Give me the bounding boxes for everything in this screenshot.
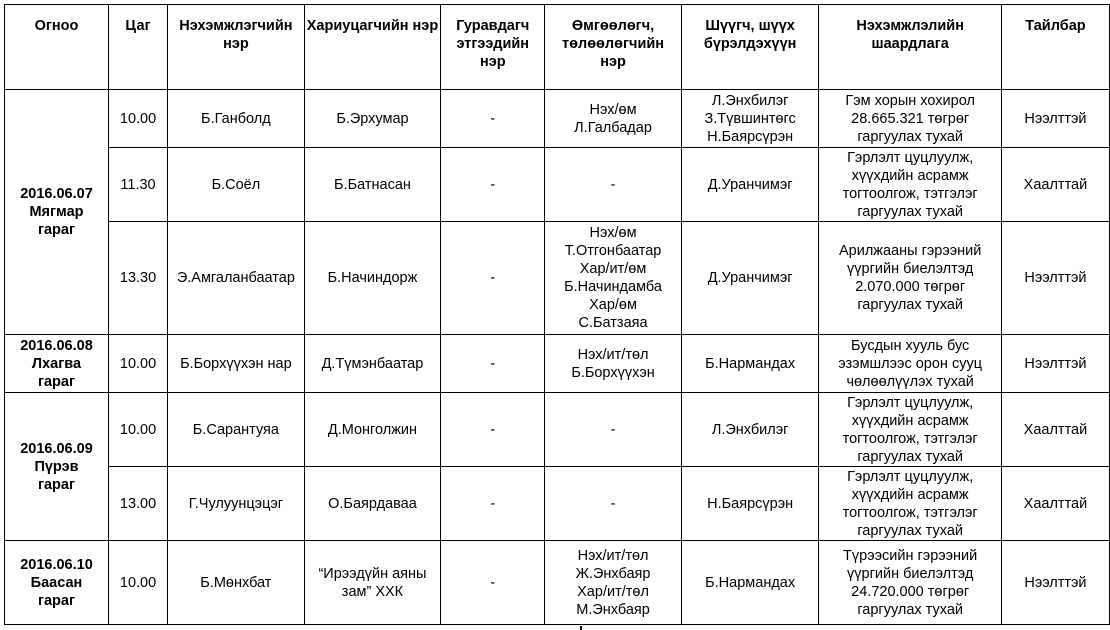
- claim-cell: [819, 148, 1001, 222]
- table-row: [5, 222, 1110, 335]
- header-defendant: Хариуцагчийн нэр: [304, 5, 441, 90]
- claim-cell: [819, 541, 1001, 625]
- plaintiff-cell: Б.Сарантуяа: [168, 393, 305, 467]
- claim-line: хүүхдийн асрамж: [851, 412, 969, 429]
- lawyer-line: Хар/өм: [589, 297, 637, 313]
- date-cell: [5, 541, 109, 625]
- claim-line: гаргуулах тухай: [857, 297, 963, 313]
- third-party-cell: -: [441, 148, 545, 222]
- plaintiff-cell: Б.Ганболд: [168, 90, 305, 148]
- time-cell: 10.00: [108, 335, 167, 393]
- lawyer-line: Б.Борхүүхэн: [571, 364, 655, 381]
- date-cell: [5, 393, 109, 541]
- lawyer-line: Нэх/өм: [589, 101, 637, 118]
- claim-cell: [819, 393, 1001, 467]
- third-party-cell: -: [441, 393, 545, 467]
- table-row: [5, 335, 1110, 393]
- date-date: 2016.06.07: [20, 186, 93, 202]
- judge-line: Д.Уранчимэг: [707, 176, 793, 193]
- time-cell: 13.00: [108, 467, 167, 541]
- lawyer-line: -: [610, 176, 616, 193]
- date-cell: [5, 90, 109, 335]
- claim-line: 24.720.000 төгрөг: [851, 583, 970, 600]
- note-cell: Нээлттэй: [1001, 541, 1109, 625]
- third-party-cell: -: [441, 222, 545, 335]
- note-cell: Нээлттэй: [1001, 335, 1109, 393]
- claim-line: Гэм хорын хохирол: [845, 92, 975, 109]
- header-date: Огноо: [5, 5, 109, 90]
- judge-line: Б.Нармандах: [705, 355, 796, 372]
- claim-line: гаргуулах тухай: [857, 601, 963, 618]
- lawyer-cell: [545, 222, 682, 335]
- plaintiff-cell: Г.Чулуунцэцэг: [168, 467, 305, 541]
- defendant-cell: Б.Начиндорж: [304, 222, 441, 335]
- claim-line: хүүхдийн асрамж: [851, 167, 969, 184]
- judge-cell: [681, 335, 819, 393]
- judge-line: Д.Уранчимэг: [707, 270, 793, 286]
- date-date: 2016.06.10: [20, 556, 93, 573]
- claim-cell: [819, 90, 1001, 148]
- lawyer-line: Нэх/ит/төл: [577, 547, 649, 564]
- claim-line: Гэрлэлт цуцлуулж,: [847, 394, 974, 411]
- plaintiff-cell: Б.Мөнхбат: [168, 541, 305, 625]
- defendant-cell: Д.Түмэнбаатар: [304, 335, 441, 393]
- date-date: 2016.06.08: [20, 337, 93, 354]
- claim-line: гаргуулах тухай: [857, 128, 963, 145]
- lawyer-cell: [545, 467, 682, 541]
- table-row: [5, 541, 1110, 625]
- date-weekday2: гараг: [37, 373, 76, 390]
- claim-line: тогтоолгож, тэтгэлэг: [842, 185, 978, 202]
- judge-cell: [681, 541, 819, 625]
- claim-line: гаргуулах тухай: [857, 522, 963, 539]
- lawyer-line: Хар/ит/өм: [579, 261, 647, 277]
- lawyer-cell: [545, 148, 682, 222]
- date-date: 2016.06.09: [20, 440, 93, 457]
- header-judge: Шүүгч, шүүх бүрэлдэхүүн: [681, 5, 819, 90]
- lawyer-cell: [545, 335, 682, 393]
- defendant-cell: Б.Батнасан: [304, 148, 441, 222]
- table-row: [5, 393, 1110, 467]
- judge-line: З.Түвшинтөгс: [704, 110, 796, 127]
- claim-line: гаргуулах тухай: [857, 448, 963, 465]
- lawyer-line: Т.Отгонбаатар: [564, 243, 662, 259]
- claim-line: эзэмшлээс орон сууц: [838, 355, 983, 372]
- lawyer-cell: [545, 541, 682, 625]
- lawyer-line: -: [610, 495, 616, 512]
- judge-cell: [681, 393, 819, 467]
- header-time: Цаг: [108, 5, 167, 90]
- date-weekday: Баасан: [30, 574, 83, 591]
- lawyer-line: С.Батзаяа: [578, 315, 648, 331]
- claim-line: тогтоолгож, тэтгэлэг: [842, 504, 978, 521]
- judge-line: Н.Баярсүрэн: [707, 495, 794, 512]
- claim-line: Түрээсийн гэрээний: [843, 547, 978, 564]
- header-third-party: Гуравдагч этгээдийн нэр: [441, 5, 545, 90]
- court-schedule-table: [4, 4, 1110, 625]
- claim-line: үүргийн биелэлтэд: [847, 261, 974, 277]
- plaintiff-cell: Б.Борхүүхэн нар: [168, 335, 305, 393]
- lawyer-cell: [545, 90, 682, 148]
- lawyer-line: Б.Начиндамба: [564, 279, 662, 295]
- judge-cell: [681, 222, 819, 335]
- defendant-cell: О.Баярдаваа: [304, 467, 441, 541]
- header-claim: Нэхэмжлэлийн шаардлага: [819, 5, 1001, 90]
- lawyer-line: Л.Галбадар: [574, 119, 652, 136]
- date-cell: [5, 335, 109, 393]
- judge-line: Л.Энхбилэг: [711, 92, 789, 109]
- lawyer-cell: [545, 393, 682, 467]
- claim-cell: [819, 335, 1001, 393]
- claim-cell: [819, 222, 1001, 335]
- note-cell: Нээлттэй: [1001, 90, 1109, 148]
- claim-line: Бусдын хууль бус: [851, 337, 970, 354]
- judge-cell: [681, 90, 819, 148]
- time-cell: 10.00: [108, 90, 167, 148]
- claim-line: Гэрлэлт цуцлуулж,: [847, 468, 974, 485]
- judge-line: Н.Баярсүрэн: [707, 128, 794, 145]
- page-mark: [580, 626, 582, 630]
- note-cell: Хаалттай: [1001, 467, 1109, 541]
- schedule-body: [5, 90, 1110, 625]
- lawyer-line: М.Энхбаяр: [576, 601, 650, 618]
- third-party-cell: -: [441, 541, 545, 625]
- header-row: [5, 5, 1110, 90]
- claim-line: Гэрлэлт цуцлуулж,: [847, 149, 974, 166]
- table-row: [5, 148, 1110, 222]
- note-cell: Хаалттай: [1001, 393, 1109, 467]
- claim-line: 2.070.000 төгрөг: [855, 279, 966, 295]
- header-lawyer: Өмгөөлөгч, төлөөлөгчийн нэр: [545, 5, 682, 90]
- table-row: [5, 467, 1110, 541]
- date-weekday: Пүрэв: [34, 458, 79, 475]
- lawyer-line: -: [610, 421, 616, 438]
- third-party-cell: -: [441, 335, 545, 393]
- lawyer-line: Хар/ит/төл: [577, 583, 649, 600]
- judge-line: Л.Энхбилэг: [711, 421, 789, 438]
- date-weekday2: гараг: [37, 476, 76, 493]
- third-party-cell: -: [441, 90, 545, 148]
- date-weekday2: гараг: [37, 592, 76, 609]
- claim-cell: [819, 467, 1001, 541]
- date-weekday2: гараг: [37, 222, 76, 238]
- defendant-cell: “Ирээдүйн аяны зам” ХХК: [304, 541, 441, 625]
- lawyer-line: Нэх/өм: [589, 225, 637, 241]
- claim-line: Арилжааны гэрээний: [838, 243, 982, 259]
- claim-line: чөлөөлүүлэх тухай: [846, 373, 974, 390]
- claim-line: гаргуулах тухай: [857, 203, 963, 220]
- header-note: Тайлбар: [1001, 5, 1109, 90]
- header-plaintiff: Нэхэмжлэгчийн нэр: [168, 5, 305, 90]
- judge-cell: [681, 148, 819, 222]
- claim-line: тогтоолгож, тэтгэлэг: [842, 430, 978, 447]
- time-cell: 10.00: [108, 393, 167, 467]
- defendant-cell: Б.Эрхумар: [304, 90, 441, 148]
- plaintiff-cell: Б.Соёл: [168, 148, 305, 222]
- note-cell: Нээлттэй: [1001, 222, 1109, 335]
- date-weekday: Лхагва: [31, 355, 82, 372]
- claim-line: үүргийн биелэлтэд: [847, 565, 974, 582]
- plaintiff-cell: Э.Амгаланбаатар: [168, 222, 305, 335]
- lawyer-line: Ж.Энхбаяр: [575, 565, 651, 582]
- note-cell: Хаалттай: [1001, 148, 1109, 222]
- lawyer-line: Нэх/ит/төл: [577, 346, 649, 363]
- time-cell: 10.00: [108, 541, 167, 625]
- time-cell: 11.30: [108, 148, 167, 222]
- third-party-cell: -: [441, 467, 545, 541]
- judge-cell: [681, 467, 819, 541]
- table-row: [5, 90, 1110, 148]
- claim-line: 28.665.321 төгрөг: [851, 110, 970, 127]
- defendant-cell: Д.Монголжин: [304, 393, 441, 467]
- date-weekday: Мягмар: [29, 204, 84, 220]
- claim-line: хүүхдийн асрамж: [851, 486, 969, 503]
- judge-line: Б.Нармандах: [705, 574, 796, 591]
- time-cell: 13.30: [108, 222, 167, 335]
